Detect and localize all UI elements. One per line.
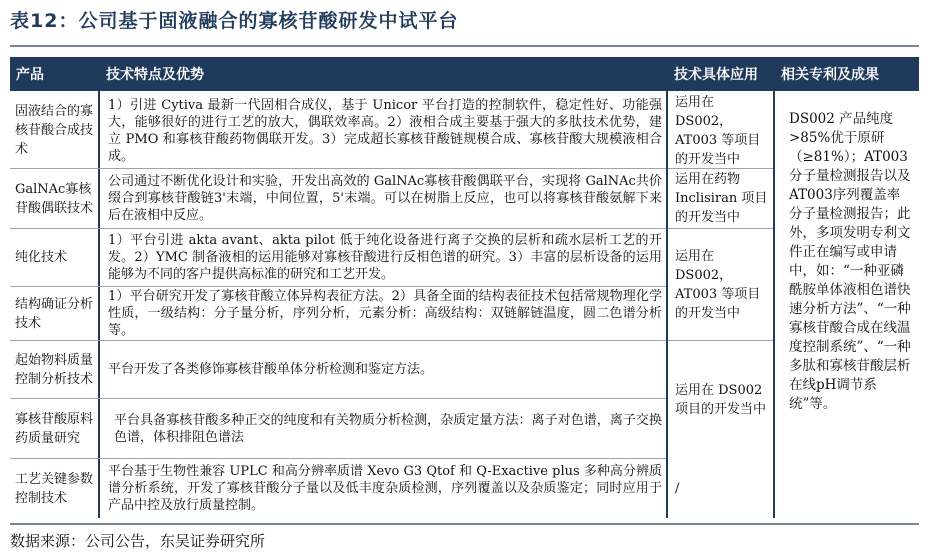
application-row7: / (675, 481, 680, 496)
product-solid-liquid-synthesis: 固液结合的寡核苷酸合成技术 (15, 104, 94, 157)
product-api-quality-research: 寡核苷酸原料药质量研究 (15, 411, 94, 446)
header-application: 技术具体应用 (668, 57, 773, 91)
feature-starting-material-qc: 平台开发了各类修饰寡核苷酸单体分析检测和鉴定方法。 (108, 362, 434, 377)
product-purification: 纯化技术 (15, 250, 68, 265)
platform-table (10, 57, 919, 518)
header-patents: 相关专利及成果 (775, 57, 919, 91)
application-rows5-6: 运用在 DS002 项目的开发当中 (675, 382, 767, 417)
patents-results: DS002 产品纯度>85%优于原研（≥81%）；AT003分子量检测报告以及AT003序列覆盖率分子量检测报告；此外，多项发明专利文件正在编写或申请中，如：“一种亚磷酰胺单体液相色谱快速分析方法”、“一种寡核苷酸合成在线温度控制系统”、“一种多肽和寡核苷酸层析在线pH调节系统”等。 (789, 111, 911, 412)
table-bottom-divider (10, 523, 919, 525)
product-structure-confirmation: 结构确证分析技术 (15, 296, 94, 331)
product-process-parameter-control: 工艺关键参数控制技术 (15, 471, 94, 506)
feature-structure-confirmation: 1）平台研究开发了寡核苷酸立体异构表征方法。2）具备全面的结构表征技术包括常规物理化学性质，一级结构：分子量分析，序列分析，元素分析：高级结构：双链解链温度，圆二色谱分析等。 (108, 289, 662, 338)
application-rows3-4: 运用在DS002，AT003 等项目的开发当中 (675, 248, 761, 321)
header-features: 技术特点及优势 (100, 57, 666, 91)
feature-api-quality-research: 平台具备寡核苷酸多种正交的纯度和有关物质分析检测，杂质定量方法：离子对色谱，离子交换色谱，体积排阻色谱法 (114, 412, 662, 445)
feature-solid-liquid-synthesis: 1）引进 Cytiva 最新一代固相合成仪，基于 Unicor 平台打造的控制软件，稳定性好、功能强大，能够很好的进行工艺的放大，偶联效率高。2）液相合成主要基于强大的多肽技术优势，建立 PMO 和寡核苷酸药物偶联开发。3）完成超长寡核苷酸链规模合成、寡核苷酸大规模液相合成。 (108, 97, 662, 164)
feature-process-parameter-control: 平台基于生物性兼容 UPLC 和高分辨率质谱 Xevo G3 Qtof 和 Q-Exactive plus 多种高分辨质谱分析系统，开发了寡核苷酸分子量以及低丰度杂质检测，序列覆盖以及杂质鉴定；同时应用于产品中控及放行质量控制。 (108, 464, 662, 513)
title-divider (10, 45, 919, 47)
data-source: 数据来源：公司公告，东吴证券研究所 (10, 532, 266, 550)
application-row2: 运用在药物 Inclisiran 项目的开发当中 (675, 172, 768, 225)
table-title: 表12：公司基于固液融合的寡核苷酸研发中试平台 (10, 10, 459, 32)
application-row1: 运用在DS002，AT003 等项目的开发当中 (675, 94, 761, 167)
feature-purification: 1）平台引进 akta avant、akta pilot 低于纯化设备进行离子交换的层析和疏水层析工艺的开发。2）YMC 制备液相的运用能够对寡核苷酸进行反相色谱的研究。3）丰富的层析设备的运用能够为不同的客户提供高标准的研究和工艺开发。 (108, 233, 662, 282)
product-galnac-conjugation: GalNAc寡核苷酸偶联技术 (15, 181, 94, 216)
feature-galnac-conjugation: 公司通过不断优化设计和实验，开发出高效的 GalNAc寡核苷酸偶联平台，实现将 GalNAc共价缀合到寡核苷酸链3'末端，中间位置，5'末端。可以在树脂上反应，也可以将寡核苷酸氨解下来后在液相中反应。 (108, 174, 662, 223)
product-starting-material-qc: 起始物料质量控制分析技术 (15, 352, 94, 387)
header-product: 产品 (10, 57, 98, 91)
